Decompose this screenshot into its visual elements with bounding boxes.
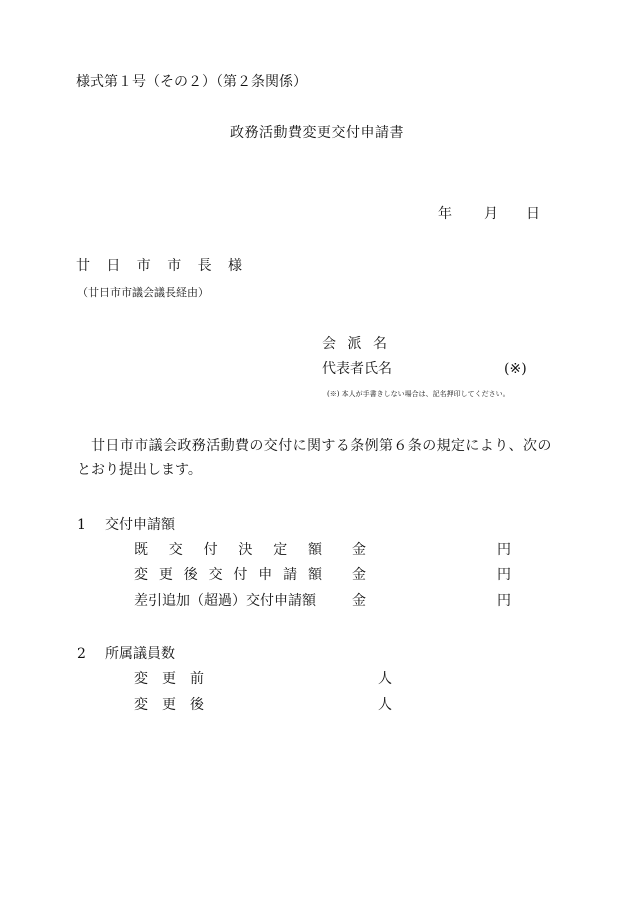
- section-1-number: 1: [77, 517, 86, 533]
- amount-row-label: 既交付決定額: [134, 542, 322, 558]
- signature-note: (※) 本人が手書きしない場合は、記名押印してください。: [327, 390, 510, 398]
- document-title: 政務活動費変更交付申請書: [230, 125, 404, 141]
- date-year: 年: [438, 206, 452, 222]
- yen-unit: 円: [497, 567, 511, 583]
- currency-prefix: 金: [352, 542, 366, 558]
- amount-row-label: 差引追加（超過）交付申請額: [134, 593, 316, 609]
- date-day: 日: [526, 206, 540, 222]
- section-2-heading: 所属議員数: [105, 646, 175, 662]
- person-unit: 人: [378, 671, 392, 687]
- currency-prefix: 金: [352, 567, 366, 583]
- date-month: 月: [484, 206, 498, 222]
- signature-mark: (※): [504, 361, 527, 377]
- member-row-label: 変更前: [134, 671, 204, 687]
- yen-unit: 円: [497, 542, 511, 558]
- section-2-number: 2: [77, 646, 86, 662]
- addressee-via: （廿日市市議会議長経由）: [77, 286, 209, 299]
- yen-unit: 円: [497, 593, 511, 609]
- form-number: 様式第１号（その２）（第２条関係）: [76, 74, 307, 90]
- body-line-1: 廿日市市議会政務活動費の交付に関する条例第６条の規定により、次の: [91, 438, 552, 454]
- currency-prefix: 金: [352, 593, 366, 609]
- section-1-heading: 交付申請額: [105, 517, 175, 533]
- member-row-label: 変更後: [134, 697, 204, 713]
- amount-row-label: 変更後交付申請額: [134, 567, 322, 583]
- faction-name-label: 会派名: [322, 336, 387, 352]
- person-unit: 人: [378, 697, 392, 713]
- addressee-name: 廿日市市長様: [76, 258, 242, 274]
- body-line-2: とおり提出します。: [77, 462, 202, 478]
- representative-name-label: 代表者氏名: [322, 361, 392, 377]
